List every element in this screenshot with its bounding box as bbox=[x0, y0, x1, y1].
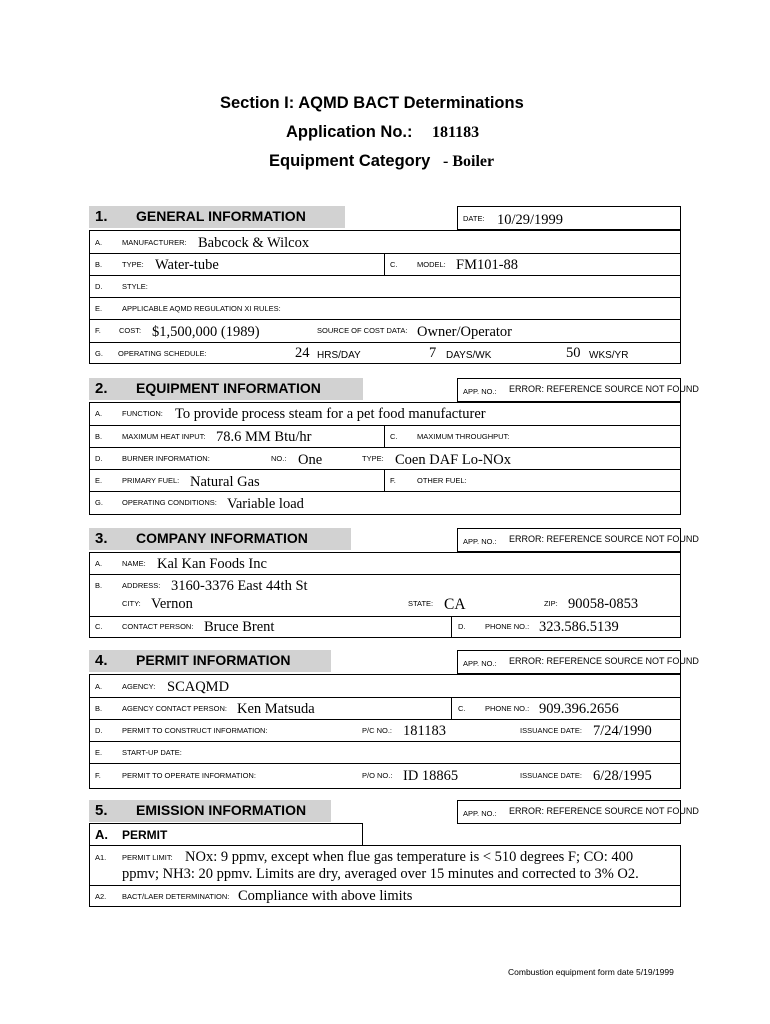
agency-phone-value: 909.396.2656 bbox=[539, 701, 619, 717]
equipment-category-label: Equipment Category bbox=[269, 152, 431, 170]
app-no-label: APP. NO.: bbox=[463, 537, 497, 546]
state-label: STATE: bbox=[408, 599, 434, 608]
burner-no-value: One bbox=[298, 452, 323, 468]
days-value: 7 bbox=[429, 345, 437, 361]
days-unit: DAYS/WK bbox=[446, 350, 492, 361]
permit-to-construct-label: PERMIT TO CONSTRUCT INFORMATION: bbox=[122, 726, 268, 735]
divider bbox=[89, 574, 681, 575]
app-no-value: ERROR: REFERENCE SOURCE NOT FOUND bbox=[509, 806, 699, 816]
operating-conditions-label: OPERATING CONDITIONS: bbox=[122, 498, 217, 507]
row-letter: E. bbox=[95, 748, 103, 757]
agency-phone-label: PHONE NO.: bbox=[485, 704, 530, 713]
section-title: Section I: AQMD BACT Determinations bbox=[220, 94, 524, 112]
startup-date-label: START-UP DATE: bbox=[122, 748, 182, 757]
row-letter: D. bbox=[458, 622, 466, 631]
operating-conditions-value: Variable load bbox=[227, 496, 304, 512]
po-issuance-value: 6/28/1995 bbox=[593, 768, 652, 784]
divider bbox=[384, 469, 385, 491]
divider bbox=[451, 616, 452, 638]
section-1-title: GENERAL INFORMATION bbox=[136, 208, 306, 224]
divider bbox=[384, 425, 385, 447]
address-label: ADDRESS: bbox=[122, 581, 161, 590]
row-letter: B. bbox=[95, 581, 103, 590]
primary-fuel-value: Natural Gas bbox=[190, 474, 260, 490]
row-letter: A. bbox=[95, 682, 103, 691]
row-letter: A. bbox=[95, 559, 103, 568]
permit-limit-line-2: ppmv; NH3: 20 ppmv. Limits are dry, averaged over 15 minutes and corrected to 3% O2. bbox=[122, 866, 639, 882]
app-no-value: ERROR: REFERENCE SOURCE NOT FOUND bbox=[509, 534, 699, 544]
date-label: DATE: bbox=[463, 214, 485, 223]
max-heat-input-value: 78.6 MM Btu/hr bbox=[216, 429, 312, 445]
hours-value: 24 bbox=[295, 345, 310, 361]
row-letter: C. bbox=[390, 260, 398, 269]
function-label: FUNCTION: bbox=[122, 409, 163, 418]
cost-source-label: SOURCE OF COST DATA: bbox=[317, 326, 408, 335]
permit-limit-line-1: NOx: 9 ppmv, except when flue gas temperature is < 510 degrees F; CO: 400 bbox=[185, 849, 634, 865]
po-no-value: ID 18865 bbox=[403, 768, 459, 784]
date-value: 10/29/1999 bbox=[497, 212, 564, 228]
zip-value: 90058-0853 bbox=[568, 596, 639, 612]
po-no-label: P/O NO.: bbox=[362, 771, 393, 780]
section-2-number: 2. bbox=[95, 380, 108, 397]
divider bbox=[89, 697, 681, 698]
section-4-number: 4. bbox=[95, 652, 108, 669]
section-4-title: PERMIT INFORMATION bbox=[136, 652, 291, 668]
agency-contact-label: AGENCY CONTACT PERSON: bbox=[122, 704, 228, 713]
row-letter: G. bbox=[95, 349, 103, 358]
divider bbox=[89, 616, 681, 617]
divider bbox=[89, 297, 681, 298]
pc-issuance-value: 7/24/1990 bbox=[593, 723, 652, 739]
po-issuance-label: ISSUANCE DATE: bbox=[520, 771, 582, 780]
section-5-number: 5. bbox=[95, 802, 108, 819]
section-1-number: 1. bbox=[95, 208, 108, 225]
divider bbox=[89, 741, 681, 742]
row-letter: E. bbox=[95, 476, 103, 485]
divider bbox=[89, 885, 681, 886]
row-letter: F. bbox=[95, 771, 101, 780]
divider bbox=[89, 447, 681, 448]
address-value: 3160-3376 East 44th St bbox=[171, 578, 308, 594]
weeks-unit: WKS/YR bbox=[589, 350, 629, 361]
cost-label: COST: bbox=[119, 326, 142, 335]
city-label: CITY: bbox=[122, 599, 141, 608]
weeks-value: 50 bbox=[566, 345, 581, 361]
divider bbox=[89, 275, 681, 276]
app-no-label: APP. NO.: bbox=[463, 809, 497, 818]
app-no-label: APP. NO.: bbox=[463, 387, 497, 396]
phone-label: PHONE NO.: bbox=[485, 622, 530, 631]
state-value: CA bbox=[444, 596, 466, 613]
row-letter: D. bbox=[95, 454, 103, 463]
row-letter: A. bbox=[95, 238, 103, 247]
model-value: FM101-88 bbox=[456, 257, 519, 273]
row-letter: A. bbox=[95, 409, 103, 418]
row-letter: C. bbox=[458, 704, 466, 713]
company-name-label: NAME: bbox=[122, 559, 146, 568]
app-no-label: APP. NO.: bbox=[463, 659, 497, 668]
equipment-category-value: - Boiler bbox=[443, 153, 495, 170]
application-no-label: Application No.: bbox=[286, 123, 413, 141]
permit-subheader-letter: A. bbox=[95, 827, 108, 842]
row-letter: D. bbox=[95, 726, 103, 735]
divider bbox=[384, 253, 385, 275]
burner-info-label: BURNER INFORMATION: bbox=[122, 454, 210, 463]
style-label: STYLE: bbox=[122, 282, 148, 291]
burner-no-label: NO.: bbox=[271, 454, 287, 463]
row-letter: F. bbox=[390, 476, 396, 485]
permit-limit-label: PERMIT LIMIT: bbox=[122, 853, 173, 862]
agency-label: AGENCY: bbox=[122, 682, 156, 691]
function-value: To provide process steam for a pet food manufacturer bbox=[175, 406, 486, 422]
divider bbox=[89, 425, 681, 426]
app-no-value: ERROR: REFERENCE SOURCE NOT FOUND bbox=[509, 384, 699, 394]
agency-contact-value: Ken Matsuda bbox=[237, 701, 315, 717]
burner-type-label: TYPE: bbox=[362, 454, 384, 463]
cost-source-value: Owner/Operator bbox=[417, 324, 513, 340]
zip-label: ZIP: bbox=[544, 599, 558, 608]
date-box bbox=[457, 206, 681, 230]
rules-label: APPLICABLE AQMD REGULATION XI RULES: bbox=[122, 304, 281, 313]
row-letter: F. bbox=[95, 326, 101, 335]
row-letter: D. bbox=[95, 282, 103, 291]
permit-subheader-title: PERMIT bbox=[122, 828, 168, 842]
pc-issuance-label: ISSUANCE DATE: bbox=[520, 726, 582, 735]
manufacturer-label: MANUFACTURER: bbox=[122, 238, 187, 247]
model-label: MODEL: bbox=[417, 260, 446, 269]
footer-note: Combustion equipment form date 5/19/1999 bbox=[508, 967, 674, 977]
type-value: Water-tube bbox=[155, 257, 219, 273]
row-letter: B. bbox=[95, 432, 103, 441]
bact-laer-label: BACT/LAER DETERMINATION: bbox=[122, 892, 230, 901]
primary-fuel-label: PRIMARY FUEL: bbox=[122, 476, 180, 485]
type-label: TYPE: bbox=[122, 260, 144, 269]
pc-no-label: P/C NO.: bbox=[362, 726, 393, 735]
app-no-value: ERROR: REFERENCE SOURCE NOT FOUND bbox=[509, 656, 699, 666]
row-letter: B. bbox=[95, 704, 103, 713]
company-name-value: Kal Kan Foods Inc bbox=[157, 556, 267, 572]
contact-person-value: Bruce Brent bbox=[204, 619, 275, 635]
row-letter: B. bbox=[95, 260, 103, 269]
max-throughput-label: MAXIMUM THROUGHPUT: bbox=[417, 432, 510, 441]
section-5-title: EMISSION INFORMATION bbox=[136, 802, 307, 818]
cost-value: $1,500,000 (1989) bbox=[152, 324, 260, 340]
row-letter: C. bbox=[95, 622, 103, 631]
max-heat-input-label: MAXIMUM HEAT INPUT: bbox=[122, 432, 206, 441]
burner-type-value: Coen DAF Lo-NOx bbox=[395, 452, 511, 468]
section-3-title: COMPANY INFORMATION bbox=[136, 530, 308, 546]
pc-no-value: 181183 bbox=[403, 723, 446, 739]
application-no-value: 181183 bbox=[432, 124, 480, 141]
row-letter: C. bbox=[390, 432, 398, 441]
divider bbox=[89, 719, 681, 720]
row-letter: A1. bbox=[95, 853, 107, 862]
contact-person-label: CONTACT PERSON: bbox=[122, 622, 194, 631]
schedule-label: OPERATING SCHEDULE: bbox=[118, 349, 207, 358]
divider bbox=[89, 319, 681, 320]
phone-value: 323.586.5139 bbox=[539, 619, 619, 635]
divider bbox=[89, 342, 681, 343]
divider bbox=[451, 697, 452, 719]
agency-value: SCAQMD bbox=[167, 679, 230, 695]
bact-laer-value: Compliance with above limits bbox=[238, 888, 413, 904]
row-letter: E. bbox=[95, 304, 103, 313]
city-value: Vernon bbox=[151, 596, 193, 612]
divider bbox=[89, 763, 681, 764]
divider bbox=[89, 253, 681, 254]
section-2-title: EQUIPMENT INFORMATION bbox=[136, 380, 321, 396]
manufacturer-value: Babcock & Wilcox bbox=[198, 235, 310, 251]
permit-to-operate-label: PERMIT TO OPERATE INFORMATION: bbox=[122, 771, 256, 780]
divider bbox=[89, 469, 681, 470]
row-letter: A2. bbox=[95, 892, 107, 901]
divider bbox=[89, 491, 681, 492]
row-letter: G. bbox=[95, 498, 103, 507]
other-fuel-label: OTHER FUEL: bbox=[417, 476, 467, 485]
hours-unit: HRS/DAY bbox=[317, 350, 361, 361]
section-3-number: 3. bbox=[95, 530, 108, 547]
